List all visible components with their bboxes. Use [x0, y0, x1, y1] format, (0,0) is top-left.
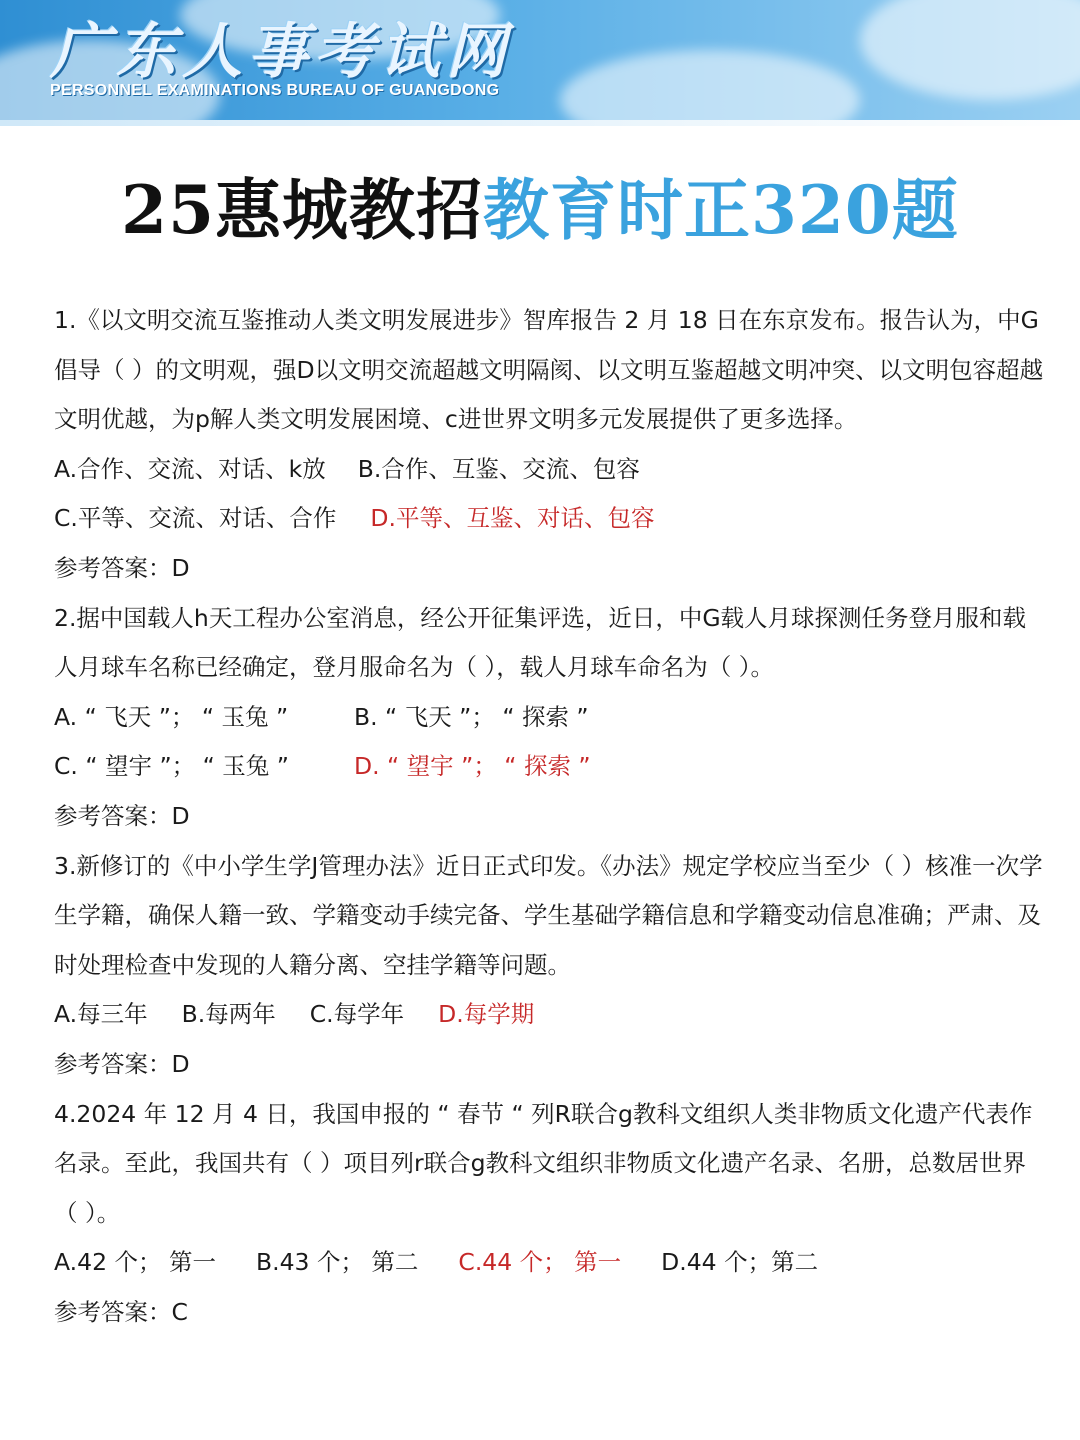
question-options	[54, 1238, 1044, 1288]
option-a: A.42 个； 第一	[54, 1248, 216, 1277]
question-stem: 1.《以文明交流互鉴推动人类文明发展进步》智库报告 2 月 18 日在东京发布。报告认为，中G倡导（ ）的文明观，强D以文明交流超越文明隔阂、以文明互鉴超越文明冲突、以文明包容超越文明优越，为p解人类文明发展困境、c进世界文明多元发展提供了更多选择。	[54, 306, 1044, 434]
option-c: C.平等、交流、对话、合作	[54, 504, 337, 533]
title-part-main: 25惠城教招	[121, 171, 484, 249]
title-part-accent: 教育时正320题	[483, 171, 959, 249]
option-b: B.每两年	[181, 1000, 276, 1029]
answer-line: 参考答案：D	[54, 553, 190, 582]
option-a: A.每三年	[54, 1000, 148, 1029]
cloud-decoration	[560, 50, 860, 126]
question-options	[54, 990, 1044, 1040]
option-b: B.43 个； 第二	[255, 1248, 419, 1277]
question-options	[54, 693, 1044, 743]
option-b: B.合作、互鉴、交流、包容	[357, 454, 640, 483]
option-a: A.合作、交流、对话、k放	[54, 454, 326, 483]
option-c: C.每学年	[309, 1000, 405, 1029]
question-stem: 4.2024 年 12 月 4 日，我国申报的 “ 春节 “ 列R联合g教科文组织人类非物质文化遗产代表作名录。至此，我国共有（ ）项目列r联合g教科文组织非物质文化遗产名录、名册，总数居世界（ ）。	[54, 1099, 1033, 1227]
option-a: A. “ 飞天 ”； “ 玉兔 ”	[54, 702, 289, 731]
cloud-decoration	[860, 0, 1080, 100]
option-d-correct: D.平等、互鉴、对话、包容	[370, 504, 655, 533]
option-c: C. “ 望宇 ”； “ 玉兔 ”	[54, 752, 289, 781]
option-c-correct: C.44 个； 第一	[458, 1248, 622, 1277]
site-logo-text: 广东人事考试网	[50, 17, 512, 87]
site-banner	[0, 0, 1080, 126]
question-list	[54, 296, 1044, 1337]
option-d: D.44 个；第二	[661, 1248, 819, 1277]
question-stem: 2.据中国载人h天工程办公室消息，经公开征集评选，近日，中G载人月球探测任务登月服和载人月球车名称已经确定，登月服命名为（ ），载人月球车命名为（ ）。	[54, 603, 1027, 682]
banner-divider	[0, 120, 1080, 126]
answer-line: 参考答案：C	[54, 1297, 188, 1326]
question-options	[54, 445, 1044, 495]
option-b: B. “ 飞天 ”； “ 探索 ”	[354, 702, 589, 731]
question-options	[54, 494, 1044, 544]
question-stem: 3.新修订的《中小学生学J管理办法》近日正式印发。《办法》规定学校应当至少（ ）核准一次学生学籍，确保人籍一致、学籍变动手续完备、学生基础学籍信息和学籍变动信息准确；严肃、及时处理检查中发现的人籍分离、空挂学籍等问题。	[54, 851, 1043, 979]
page-title	[0, 168, 1080, 252]
option-d-correct: D.每学期	[438, 1000, 535, 1029]
question-options	[54, 742, 1044, 792]
answer-line: 参考答案：D	[54, 801, 190, 830]
answer-line: 参考答案：D	[54, 1049, 190, 1078]
option-d-correct: D. “ 望宇 ”； “ 探索 ”	[354, 752, 591, 781]
site-subtitle: PERSONNEL EXAMINATIONS BUREAU OF GUANGDONG	[50, 82, 500, 99]
